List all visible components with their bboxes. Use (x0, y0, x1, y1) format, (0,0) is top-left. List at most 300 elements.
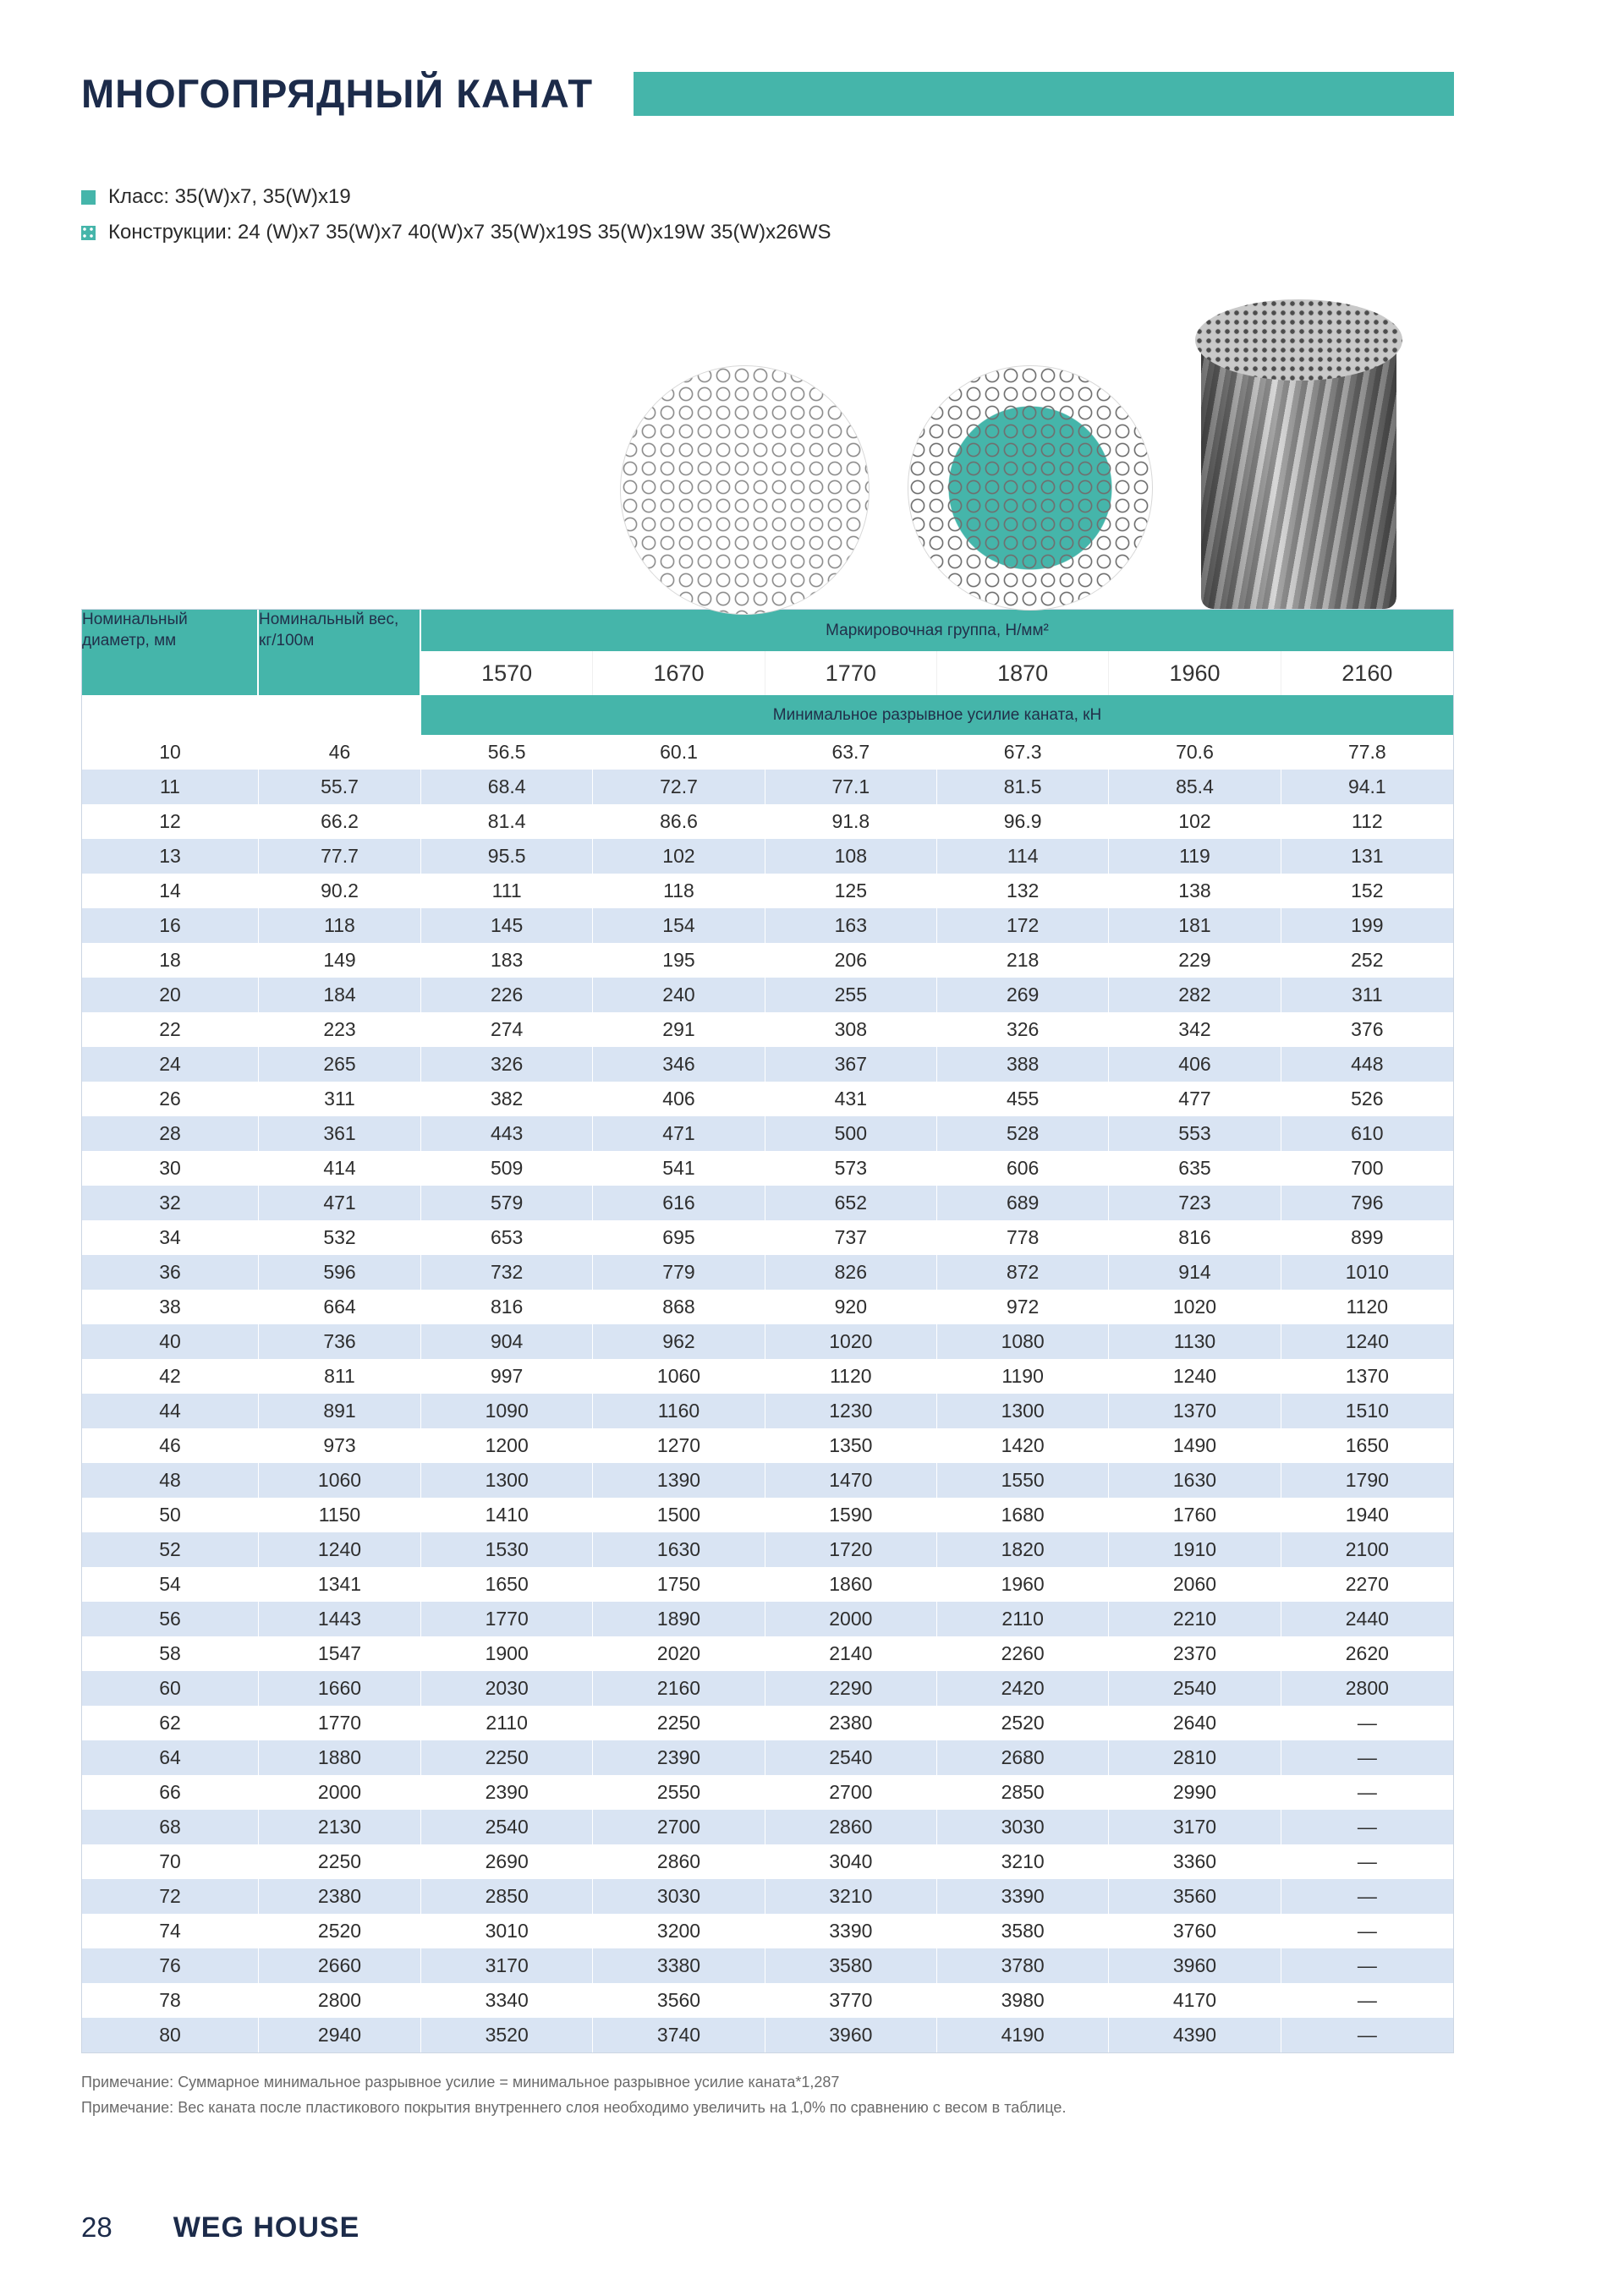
table-cell: 1860 (765, 1567, 937, 1602)
table-cell: 914 (1109, 1255, 1281, 1290)
table-cell: 653 (421, 1220, 593, 1255)
table-cell: 2270 (1281, 1567, 1453, 1602)
table-cell: 1020 (1109, 1290, 1281, 1324)
table-cell: 3520 (421, 2018, 593, 2052)
table-cell: 2140 (765, 1636, 937, 1671)
table-cell: 664 (259, 1290, 421, 1324)
table-cell: 255 (765, 978, 937, 1012)
table-cell: 1720 (765, 1532, 937, 1567)
table-cell: 2800 (259, 1983, 421, 2018)
table-cell: 1060 (259, 1463, 421, 1498)
marking-group-header: Маркировочная группа, Н/мм² (421, 610, 1453, 651)
table-cell: 1900 (421, 1636, 593, 1671)
table-cell: 1960 (937, 1567, 1109, 1602)
rope-photo-top-face (1195, 299, 1402, 381)
table-row (82, 1671, 1453, 1706)
table-cell: 606 (937, 1151, 1109, 1186)
table-cell: 223 (259, 1012, 421, 1047)
table-cell: — (1281, 1706, 1453, 1740)
table-cell: 904 (421, 1324, 593, 1359)
table-cell: 920 (765, 1290, 937, 1324)
table-cell: 118 (259, 908, 421, 943)
table-cell: 778 (937, 1220, 1109, 1255)
table-cell: 431 (765, 1082, 937, 1116)
table-cell: 635 (1109, 1151, 1281, 1186)
table-cell: 3580 (765, 1948, 937, 1983)
table-cell: 20 (82, 978, 259, 1012)
table-cell: 2860 (765, 1810, 937, 1844)
page-title: МНОГОПРЯДНЫЙ КАНАТ (81, 71, 594, 117)
table-cell: 226 (421, 978, 593, 1012)
bullet-square-icon (81, 226, 96, 240)
table-cell: 1790 (1281, 1463, 1453, 1498)
table-cell: 40 (82, 1324, 259, 1359)
table-cell: 114 (937, 839, 1109, 874)
table-cell: 10 (82, 735, 259, 770)
table-cell: 3390 (937, 1879, 1109, 1914)
table-row (82, 1428, 1453, 1463)
table-cell: 1420 (937, 1428, 1109, 1463)
table-cell: 1060 (593, 1359, 765, 1394)
table-cell: 2250 (259, 1844, 421, 1879)
table-cell: 342 (1109, 1012, 1281, 1047)
table-cell: 2000 (259, 1775, 421, 1810)
table-cell: 90.2 (259, 874, 421, 908)
table-cell: 700 (1281, 1151, 1453, 1186)
table-row (82, 1116, 1453, 1151)
table-cell: 265 (259, 1047, 421, 1082)
table-cell: — (1281, 1740, 1453, 1775)
table-cell: 77.8 (1281, 735, 1453, 770)
table-cell: 3360 (1109, 1844, 1281, 1879)
table-cell: 2540 (765, 1740, 937, 1775)
table-cell: 1890 (593, 1602, 765, 1636)
table-cell: 3040 (765, 1844, 937, 1879)
table-cell: 291 (593, 1012, 765, 1047)
table-cell: 13 (82, 839, 259, 874)
table-cell: 2700 (593, 1810, 765, 1844)
table-cell: 1770 (259, 1706, 421, 1740)
table-row (82, 874, 1453, 908)
table-cell: 44 (82, 1394, 259, 1428)
table-cell: — (1281, 1810, 1453, 1844)
table-row (82, 1602, 1453, 1636)
table-cell: 361 (259, 1116, 421, 1151)
page-header (81, 0, 1454, 116)
table-cell: 2160 (593, 1671, 765, 1706)
table-cell: 30 (82, 1151, 259, 1186)
table-cell: 376 (1281, 1012, 1453, 1047)
table-cell: 28 (82, 1116, 259, 1151)
table-row (82, 1567, 1453, 1602)
table-cell: 119 (1109, 839, 1281, 874)
table-cell: 1880 (259, 1740, 421, 1775)
table-cell: 579 (421, 1186, 593, 1220)
spec-list (81, 185, 1454, 244)
table-cell: 66.2 (259, 804, 421, 839)
table-row (82, 943, 1453, 978)
table-cell: 2520 (937, 1706, 1109, 1740)
table-cell: 3030 (937, 1810, 1109, 1844)
table-cell: 81.5 (937, 770, 1109, 804)
table-cell: 3560 (593, 1983, 765, 2018)
table-cell: 42 (82, 1359, 259, 1394)
table-row (82, 908, 1453, 943)
table-cell: 610 (1281, 1116, 1453, 1151)
table-cell: 1370 (1281, 1359, 1453, 1394)
table-cell: 1760 (1109, 1498, 1281, 1532)
table-row (82, 1151, 1453, 1186)
table-row (82, 1290, 1453, 1324)
table-row (82, 1740, 1453, 1775)
table-cell: 1650 (1281, 1428, 1453, 1463)
table-cell: 70.6 (1109, 735, 1281, 770)
table-cell: 46 (82, 1428, 259, 1463)
table-cell: 796 (1281, 1186, 1453, 1220)
table-row (82, 839, 1453, 874)
table-cell: 34 (82, 1220, 259, 1255)
table-cell: 382 (421, 1082, 593, 1116)
table-cell: 4170 (1109, 1983, 1281, 2018)
table-cell: 3580 (937, 1914, 1109, 1948)
table-cell: 181 (1109, 908, 1281, 943)
table-cell: 3390 (765, 1914, 937, 1948)
table-cell: 2380 (765, 1706, 937, 1740)
table-cell: 24 (82, 1047, 259, 1082)
table-cell: 973 (259, 1428, 421, 1463)
table-cell: 346 (593, 1047, 765, 1082)
table-cell: 2110 (937, 1602, 1109, 1636)
table-cell: 252 (1281, 943, 1453, 978)
table-cell: 1500 (593, 1498, 765, 1532)
table-body (82, 735, 1453, 2052)
grade-column-header: 2160 (1281, 651, 1453, 695)
table-cell: 3760 (1109, 1914, 1281, 1948)
table-cell: 779 (593, 1255, 765, 1290)
table-cell: 184 (259, 978, 421, 1012)
table-cell: 1750 (593, 1567, 765, 1602)
table-cell: 3010 (421, 1914, 593, 1948)
table-cell: 86.6 (593, 804, 765, 839)
table-cell: — (1281, 2018, 1453, 2052)
table-row (82, 1914, 1453, 1948)
header-row-group (82, 610, 1453, 651)
table-cell: 2290 (765, 1671, 937, 1706)
table-cell: — (1281, 1983, 1453, 2018)
table-cell: 899 (1281, 1220, 1453, 1255)
table-cell: 1630 (593, 1532, 765, 1567)
table-cell: 1020 (765, 1324, 937, 1359)
table-cell: 2640 (1109, 1706, 1281, 1740)
table-cell: 112 (1281, 804, 1453, 839)
table-cell: 1630 (1109, 1463, 1281, 1498)
table-cell: 4390 (1109, 2018, 1281, 2052)
table-cell: 689 (937, 1186, 1109, 1220)
table-cell: 2260 (937, 1636, 1109, 1671)
table-row (82, 1810, 1453, 1844)
rope-photo (1195, 299, 1402, 609)
table-header (82, 610, 1453, 735)
table-cell: 3560 (1109, 1879, 1281, 1914)
breaking-force-subtitle: Минимальное разрывное усилие каната, кН (421, 695, 1453, 735)
grade-column-header: 1770 (765, 651, 937, 695)
table-cell: 218 (937, 943, 1109, 978)
note-line: Примечание: Суммарное минимальное разрывное усилие = минимальное разрывное усилие каната*1,287 (81, 2074, 840, 2091)
table-cell: 816 (1109, 1220, 1281, 1255)
table-cell: 1010 (1281, 1255, 1453, 1290)
table-cell: — (1281, 1914, 1453, 1948)
grade-column-header: 1960 (1109, 651, 1281, 695)
table-cell: 2210 (1109, 1602, 1281, 1636)
table-cell: 1120 (1281, 1290, 1453, 1324)
table-cell: 2690 (421, 1844, 593, 1879)
table-cell: 70 (82, 1844, 259, 1879)
table-cell: 102 (1109, 804, 1281, 839)
table-cell: 72 (82, 1879, 259, 1914)
table-cell: 455 (937, 1082, 1109, 1116)
table-cell: 2660 (259, 1948, 421, 1983)
table-cell: 199 (1281, 908, 1453, 943)
table-cell: 2390 (421, 1775, 593, 1810)
page-footer (81, 2211, 359, 2244)
table-cell: 2520 (259, 1914, 421, 1948)
table-cell: 108 (765, 839, 937, 874)
table-cell: 1350 (765, 1428, 937, 1463)
table-cell: 274 (421, 1012, 593, 1047)
table-cell: 1590 (765, 1498, 937, 1532)
table-cell: 132 (937, 874, 1109, 908)
table-row (82, 1498, 1453, 1532)
table-cell: 60 (82, 1671, 259, 1706)
table-cell: 80 (82, 2018, 259, 2052)
table-cell: 32 (82, 1186, 259, 1220)
table-cell: 1770 (421, 1602, 593, 1636)
table-cell: 553 (1109, 1116, 1281, 1151)
table-cell: 3210 (937, 1844, 1109, 1879)
table-cell: 1130 (1109, 1324, 1281, 1359)
table-cell: 96.9 (937, 804, 1109, 839)
note-line: Примечание: Вес каната после пластикового покрытия внутреннего слоя необходимо увеличить на 1,0% по сравнению с весом в таблице. (81, 2099, 1067, 2117)
table-cell: 406 (593, 1082, 765, 1116)
table-cell: 1120 (765, 1359, 937, 1394)
table-cell: 1150 (259, 1498, 421, 1532)
table-cell: 91.8 (765, 804, 937, 839)
table-cell: 38 (82, 1290, 259, 1324)
table-cell: 2030 (421, 1671, 593, 1706)
table-cell: 528 (937, 1116, 1109, 1151)
table-cell: 2860 (593, 1844, 765, 1879)
table-cell: 1410 (421, 1498, 593, 1532)
table-cell: 1490 (1109, 1428, 1281, 1463)
table-cell: 183 (421, 943, 593, 978)
table-cell: 1341 (259, 1567, 421, 1602)
table-cell: 206 (765, 943, 937, 978)
table-cell: 448 (1281, 1047, 1453, 1082)
brand-logo-text: WEG HOUSE (173, 2211, 360, 2244)
table-cell: 311 (1281, 978, 1453, 1012)
table-row (82, 804, 1453, 839)
table-cell: 3170 (421, 1948, 593, 1983)
table-cell: 311 (259, 1082, 421, 1116)
table-cell: 2130 (259, 1810, 421, 1844)
table-cell: 2000 (765, 1602, 937, 1636)
table-cell: 3380 (593, 1948, 765, 1983)
table-row (82, 1775, 1453, 1810)
table-row (82, 1220, 1453, 1255)
table-cell: 138 (1109, 874, 1281, 908)
table-cell: 3200 (593, 1914, 765, 1948)
table-cell: 596 (259, 1255, 421, 1290)
table-cell: 326 (421, 1047, 593, 1082)
table-cell: 85.4 (1109, 770, 1281, 804)
table-cell: 48 (82, 1463, 259, 1498)
table-cell: 67.3 (937, 735, 1109, 770)
table-cell: 1200 (421, 1428, 593, 1463)
table-cell: 541 (593, 1151, 765, 1186)
table-cell: 1090 (421, 1394, 593, 1428)
table-row (82, 1255, 1453, 1290)
spec-class-item (81, 185, 1454, 209)
table-cell: 1940 (1281, 1498, 1453, 1532)
table-cell: 1190 (937, 1359, 1109, 1394)
table-cell: 76 (82, 1948, 259, 1983)
table-cell: 36 (82, 1255, 259, 1290)
table-cell: 81.4 (421, 804, 593, 839)
table-cell: 240 (593, 978, 765, 1012)
table-cell: 152 (1281, 874, 1453, 908)
table-cell: 94.1 (1281, 770, 1453, 804)
table-cell: 77.1 (765, 770, 937, 804)
table-cell: 526 (1281, 1082, 1453, 1116)
table-cell: 2550 (593, 1775, 765, 1810)
table-cell: 62 (82, 1706, 259, 1740)
page-content (81, 0, 1454, 2118)
table-cell: 2940 (259, 2018, 421, 2052)
table-cell: 72.7 (593, 770, 765, 804)
table-cell: 737 (765, 1220, 937, 1255)
table-cell: 63.7 (765, 735, 937, 770)
table-cell: 1080 (937, 1324, 1109, 1359)
table-cell: 3340 (421, 1983, 593, 2018)
table-cell: 1660 (259, 1671, 421, 1706)
table-row (82, 1463, 1453, 1498)
table-cell: 18 (82, 943, 259, 978)
table-cell: 826 (765, 1255, 937, 1290)
table-cell: 2540 (1109, 1671, 1281, 1706)
table-cell: 652 (765, 1186, 937, 1220)
table-cell: 1910 (1109, 1532, 1281, 1567)
header-blank-cell (82, 695, 421, 735)
table-cell: 11 (82, 770, 259, 804)
table-cell: 2850 (937, 1775, 1109, 1810)
table-row (82, 770, 1453, 804)
table-cell: 1510 (1281, 1394, 1453, 1428)
table-cell: 26 (82, 1082, 259, 1116)
table-cell: — (1281, 1879, 1453, 1914)
table-row (82, 1186, 1453, 1220)
grade-column-header: 1870 (937, 651, 1109, 695)
table-row (82, 1394, 1453, 1428)
table-cell: 102 (593, 839, 765, 874)
table-cell: 695 (593, 1220, 765, 1255)
table-cell: 2810 (1109, 1740, 1281, 1775)
table-cell: 367 (765, 1047, 937, 1082)
table-cell: 388 (937, 1047, 1109, 1082)
table-cell: 811 (259, 1359, 421, 1394)
table-cell: 2060 (1109, 1567, 1281, 1602)
table-cell: 1550 (937, 1463, 1109, 1498)
table-cell: 1230 (765, 1394, 937, 1428)
table-cell: 997 (421, 1359, 593, 1394)
table-cell: 1240 (259, 1532, 421, 1567)
table-cell: 868 (593, 1290, 765, 1324)
table-cell: 22 (82, 1012, 259, 1047)
table-cell: 52 (82, 1532, 259, 1567)
table-cell: 2620 (1281, 1636, 1453, 1671)
table-cell: 1300 (937, 1394, 1109, 1428)
table-cell: 1650 (421, 1567, 593, 1602)
table-cell: 972 (937, 1290, 1109, 1324)
table-cell: 111 (421, 874, 593, 908)
table-row (82, 1706, 1453, 1740)
table-cell: 118 (593, 874, 765, 908)
table-row (82, 1983, 1453, 2018)
page-number: 28 (81, 2211, 112, 2243)
table-cell: 2020 (593, 1636, 765, 1671)
table-cell: 60.1 (593, 735, 765, 770)
table-cell: 282 (1109, 978, 1281, 1012)
table-cell: 1300 (421, 1463, 593, 1498)
table-cell: 1470 (765, 1463, 937, 1498)
table-cell: 443 (421, 1116, 593, 1151)
table-cell: 229 (1109, 943, 1281, 978)
table-cell: 149 (259, 943, 421, 978)
table-cell: 2990 (1109, 1775, 1281, 1810)
table-cell: 74 (82, 1914, 259, 1948)
table-cell: 1390 (593, 1463, 765, 1498)
table-cell: 58 (82, 1636, 259, 1671)
rope-cross-section-diagram-1 (620, 365, 870, 615)
bullet-square-icon (81, 190, 96, 205)
table-cell: 14 (82, 874, 259, 908)
grade-column-header: 1570 (421, 651, 593, 695)
table-cell: 2390 (593, 1740, 765, 1775)
table-cell: 500 (765, 1116, 937, 1151)
table-row (82, 2018, 1453, 2052)
table-cell: 54 (82, 1567, 259, 1602)
table-cell: 891 (259, 1394, 421, 1428)
table-cell: 154 (593, 908, 765, 943)
table-cell: 195 (593, 943, 765, 978)
table-cell: 573 (765, 1151, 937, 1186)
table-cell: 471 (259, 1186, 421, 1220)
table-cell: 2250 (593, 1706, 765, 1740)
table-cell: 616 (593, 1186, 765, 1220)
figures-row (81, 299, 1454, 609)
table-cell: 64 (82, 1740, 259, 1775)
table-cell: 3780 (937, 1948, 1109, 1983)
table-cell: 406 (1109, 1047, 1281, 1082)
table-cell: 2370 (1109, 1636, 1281, 1671)
table-cell: 2440 (1281, 1602, 1453, 1636)
table-cell: 78 (82, 1983, 259, 2018)
weight-column-header: Номинальный вес, кг/100м (259, 610, 421, 695)
table-cell: 816 (421, 1290, 593, 1324)
breaking-force-table (81, 609, 1454, 2053)
table-cell: — (1281, 1844, 1453, 1879)
table-row (82, 1844, 1453, 1879)
table-cell: 1820 (937, 1532, 1109, 1567)
